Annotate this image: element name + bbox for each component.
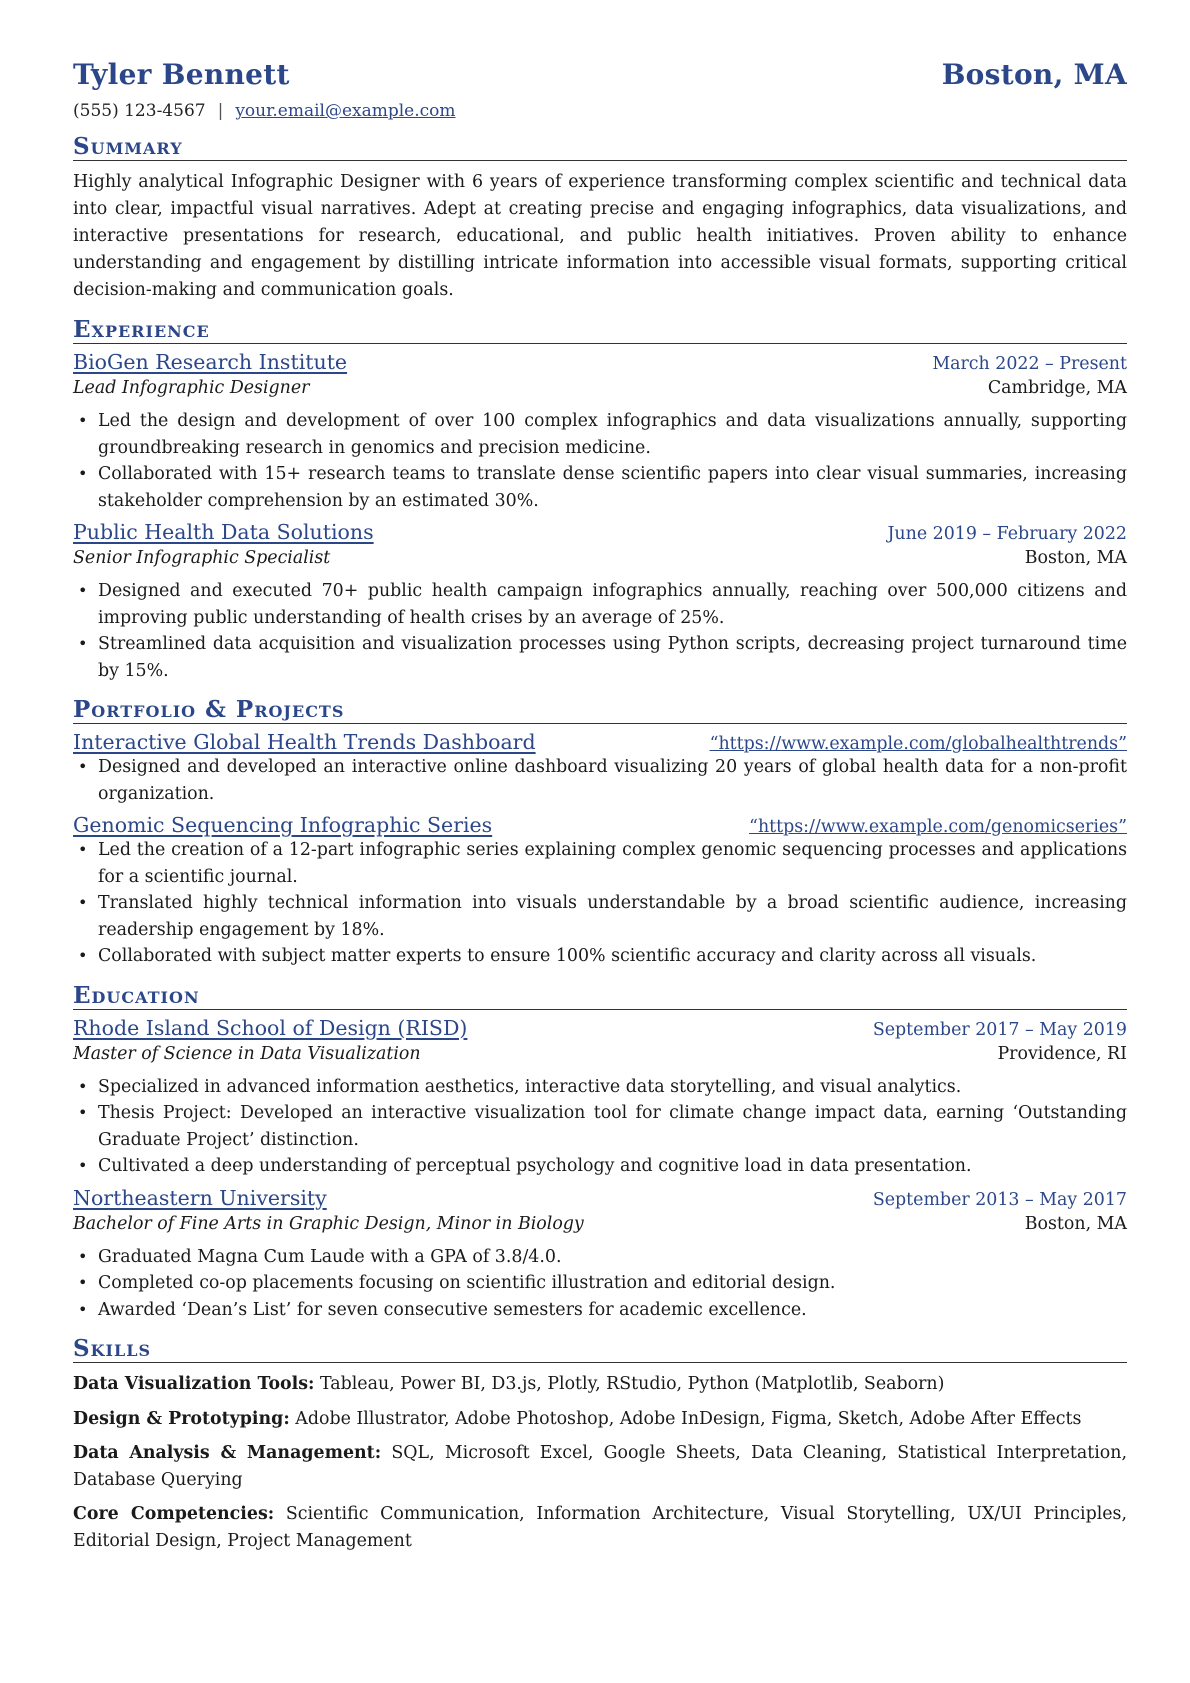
project-link[interactable]: “https://www.example.com/genomicseries” [749, 817, 1127, 837]
section-title-education: Education [73, 984, 1127, 1010]
list-item: • Designed and executed 70+ public health campaign infographics annually, reaching over 500,000 citizens and improving public understanding of health crises by an average of 25%. [98, 578, 1127, 631]
email-link[interactable]: your.email@example.com [235, 101, 456, 121]
list-item: • Led the creation of a 12-part infographic series explaining complex genomic sequencing processes and applications for a scientific journal. [98, 837, 1127, 890]
education-entry [73, 1016, 1127, 1180]
project-bullets [73, 837, 1127, 970]
degree-name: Master of Science in Data Visualization [73, 1043, 421, 1064]
education-bullets [73, 1074, 1127, 1180]
list-item: • Streamlined data acquisition and visualization processes using Python scripts, decreasing project turnaround time by 15%. [98, 631, 1127, 684]
degree-name: Bachelor of Fine Arts in Graphic Design, Minor in Biology [73, 1213, 584, 1234]
list-item: • Specialized in advanced information aesthetics, interactive data storytelling, and visual analytics. [98, 1074, 1127, 1101]
phone-number: (555) 123-4567 [73, 101, 206, 121]
education-bullets [73, 1244, 1127, 1324]
job-location: Cambridge, MA [987, 378, 1127, 398]
employment-dates: March 2022 – Present [932, 354, 1127, 374]
employer-name[interactable]: Public Health Data Solutions [73, 520, 374, 544]
skill-value: Scientific Communication, Information Architecture, Visual Storytelling, UX/UI Principles, Editorial Design, Project Management [73, 1504, 1128, 1551]
skill-label: Data Visualization Tools: [73, 1374, 315, 1394]
education-dates: September 2017 – May 2019 [872, 1019, 1127, 1040]
section-title-experience: Experience [73, 318, 1127, 344]
list-item: • Led the design and development of over 100 complex infographics and data visualizations annually, supporting groundbreaking research in genomics and precision medicine. [98, 408, 1127, 461]
candidate-city: Boston, MA [941, 58, 1127, 91]
school-name[interactable]: Rhode Island School of Design (RISD) [73, 1015, 468, 1040]
experience-bullets [73, 408, 1127, 514]
job-title: Lead Infographic Designer [73, 378, 310, 398]
section-title-summary: Summary [73, 135, 1127, 161]
experience-entry [73, 520, 1127, 684]
project-link[interactable]: “https://www.example.com/globalhealthtrends” [709, 734, 1127, 754]
education-dates: September 2013 – May 2017 [872, 1189, 1127, 1210]
list-item: • Completed co-op placements focusing on scientific illustration and editorial design. [98, 1270, 1127, 1297]
contact-separator: | [217, 101, 224, 121]
summary-text: Highly analytical Infographic Designer with 6 years of experience transforming complex scientific and technical data into clear, impactful visual narratives. Adept at creating precise and engaging infographics, data visualizations, and interactive presentations for research, educational, and public health initiatives. Proven ability to enhance understanding and engagement by distilling intricate information into accessible visual formats, supporting critical decision-making and communication goals. [73, 172, 1127, 300]
school-location: Boston, MA [1024, 1213, 1127, 1234]
list-item: • Graduated Magna Cum Laude with a GPA of 3.8/4.0. [98, 1244, 1127, 1271]
employment-dates: June 2019 – February 2022 [887, 524, 1127, 544]
skill-label: Core Competencies: [73, 1504, 275, 1524]
school-name[interactable]: Northeastern University [73, 1185, 327, 1210]
list-item: • Cultivated a deep understanding of perceptual psychology and cognitive load in data presentation. [98, 1153, 1127, 1180]
list-item: • Translated highly technical information into visuals understandable by a broad scientific audience, increasing readership engagement by 18%. [98, 890, 1127, 943]
skill-row [73, 1406, 1127, 1433]
skill-label: Design & Prototyping: [73, 1408, 290, 1429]
skill-row [73, 1501, 1127, 1554]
resume-header [73, 58, 1127, 91]
skill-row [73, 1371, 1127, 1398]
list-item: • Designed and developed an interactive online dashboard visualizing 20 years of global health data for a non-profit organization. [98, 754, 1127, 807]
list-item: • Collaborated with subject matter experts to ensure 100% scientific accuracy and clarity across all visuals. [98, 943, 1127, 970]
list-item: • Thesis Project: Developed an interactive visualization tool for climate change impact data, earning ‘Outstanding Graduate Project’ distinction. [98, 1100, 1127, 1153]
job-location: Boston, MA [1024, 548, 1127, 568]
project-title[interactable]: Genomic Sequencing Infographic Series [73, 813, 493, 837]
employer-name[interactable]: BioGen Research Institute [73, 350, 348, 374]
section-title-projects: Portfolio & Projects [73, 698, 1127, 724]
skill-label: Data Analysis & Management: [73, 1443, 382, 1463]
project-entry [73, 813, 1127, 970]
project-entry [73, 730, 1127, 807]
list-item: • Awarded ‘Dean’s List’ for seven consecutive semesters for academic excellence. [98, 1297, 1127, 1324]
school-location: Providence, RI [997, 1043, 1127, 1064]
experience-bullets [73, 578, 1127, 684]
contact-line [73, 101, 1127, 121]
project-title[interactable]: Interactive Global Health Trends Dashboard [73, 730, 536, 754]
skill-row [73, 1440, 1127, 1493]
education-entry [73, 1186, 1127, 1324]
project-bullets [73, 754, 1127, 807]
skill-value: Adobe Illustrator, Adobe Photoshop, Adobe InDesign, Figma, Sketch, Adobe After Effects [295, 1408, 1082, 1429]
list-item: • Collaborated with 15+ research teams to translate dense scientific papers into clear visual summaries, increasing stakeholder comprehension by an estimated 30%. [98, 461, 1127, 514]
job-title: Senior Infographic Specialist [73, 548, 331, 568]
candidate-name: Tyler Bennett [73, 58, 290, 91]
skill-value: Tableau, Power BI, D3.js, Plotly, RStudio, Python (Matplotlib, Seaborn) [320, 1374, 945, 1394]
experience-entry [73, 350, 1127, 514]
section-title-skills: Skills [73, 1337, 1127, 1363]
skill-value: SQL, Microsoft Excel, Google Sheets, Data Cleaning, Statistical Interpretation, Database Querying [73, 1443, 1128, 1490]
